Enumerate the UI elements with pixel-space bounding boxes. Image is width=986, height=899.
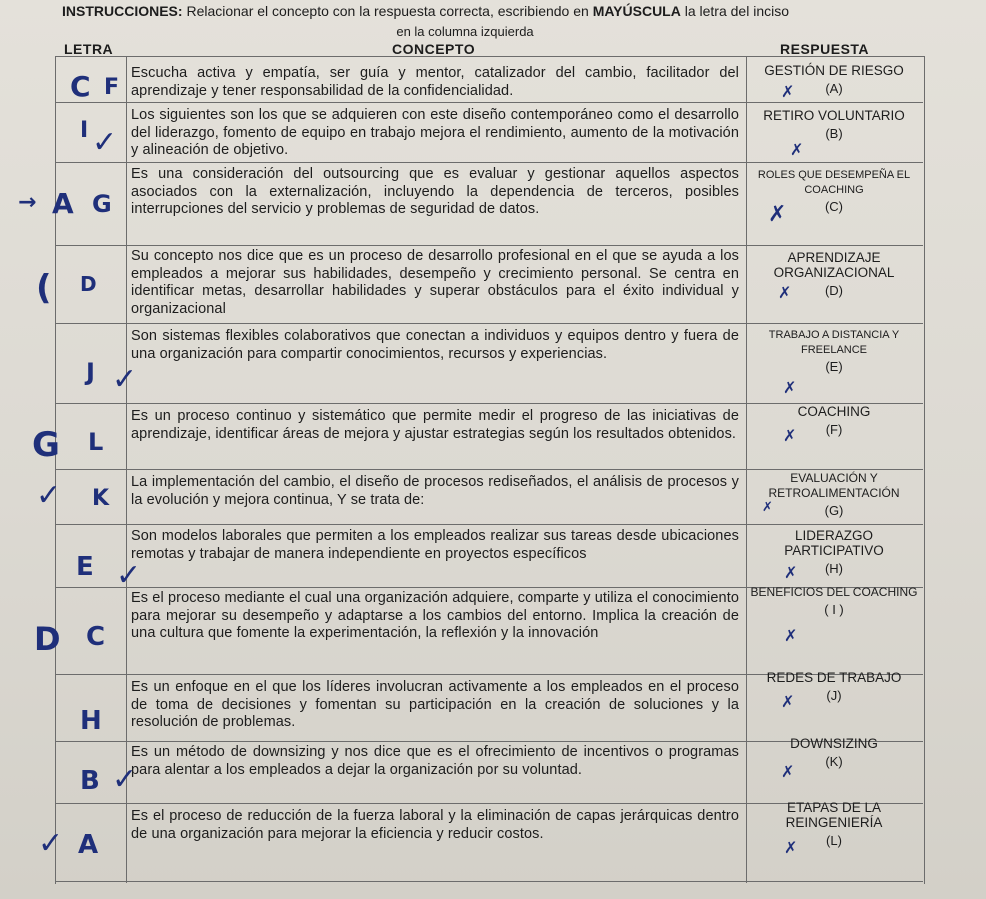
cross-mark-icon: ✗ — [781, 762, 795, 781]
handwritten-answer[interactable]: I — [80, 118, 89, 143]
cross-mark-icon: ✗ — [783, 378, 797, 397]
handwritten-answer[interactable]: E — [76, 552, 94, 582]
response-label: COACHING — [797, 404, 871, 419]
response-letter: (C) — [824, 199, 844, 214]
response-option — [748, 326, 920, 374]
response-letter: (D) — [824, 283, 844, 298]
concept-text: Su concepto nos dice que es un proceso de desarrollo profesional en el que se ayuda a los empleados a mejorar sus habilidades, desempeño y crecimiento personal. Se centra en identificar metas, desarrollar habilidades y superar obstáculos para el éxito individual y organizacional — [131, 248, 739, 317]
cross-mark-icon: ✗ — [781, 82, 795, 101]
response-option — [748, 736, 920, 769]
handwritten-answer[interactable]: F — [104, 75, 120, 100]
response-letter: (G) — [824, 503, 844, 518]
handwritten-answer[interactable]: C — [86, 622, 106, 652]
instructions-label: INSTRUCCIONES: — [62, 3, 183, 19]
handwritten-mark: G — [32, 425, 60, 465]
response-letter: ( I ) — [824, 602, 844, 617]
response-label: GESTIÓN DE RIESGO — [764, 63, 904, 78]
checkmark-icon: ✓ — [112, 362, 138, 397]
cross-mark-icon: ✗ — [784, 563, 798, 582]
cross-mark-icon: ✗ — [790, 140, 804, 159]
cross-mark-icon: ✗ — [778, 283, 792, 302]
response-letter: (H) — [824, 561, 844, 576]
arrow-icon: → — [18, 190, 37, 215]
cross-mark-icon: ✗ — [784, 626, 798, 645]
cross-mark-icon: ✗ — [781, 692, 795, 711]
concept-text: Escucha activa y empatía, ser guía y mentor, catalizador del cambio, facilitador del aprendizaje y tener responsabilidad de la confidencialidad. — [131, 65, 739, 99]
response-option — [748, 584, 920, 617]
response-label: ROLES QUE DESEMPEÑA EL COACHING — [757, 169, 911, 196]
handwritten-answer[interactable]: B — [80, 766, 100, 796]
response-label: APRENDIZAJE ORGANIZACIONAL — [773, 250, 895, 280]
response-option — [748, 404, 920, 437]
response-letter: (E) — [825, 359, 843, 374]
handwritten-mark: A — [52, 187, 74, 220]
header-letra: LETRA — [64, 41, 114, 57]
response-letter: (L) — [826, 833, 842, 848]
checkmark-icon: ✓ — [38, 826, 64, 861]
response-option — [748, 63, 920, 96]
handwritten-answer[interactable]: J — [86, 358, 95, 386]
response-letter: (B) — [825, 126, 843, 141]
response-label: EVALUACIÓN Y RETROALIMENTACIÓN — [768, 471, 900, 500]
response-letter: (F) — [825, 422, 843, 437]
concept-text: La implementación del cambio, el diseño de procesos rediseñados, el análisis de procesos y la evolución y mejora continua, Y se trata de: — [131, 474, 739, 508]
handwritten-answer[interactable]: H — [80, 706, 102, 736]
cross-mark-icon: ✗ — [762, 500, 773, 515]
checkmark-icon: ✓ — [112, 762, 138, 797]
concept-text: Son sistemas flexibles colaborativos que conectan a individuos y equipos dentro y fuera de una organización para compartir conocimientos, recursos y experiencias. — [131, 328, 739, 362]
handwritten-answer[interactable]: D — [80, 272, 97, 296]
handwritten-answer[interactable]: A — [78, 830, 99, 860]
response-option — [748, 670, 920, 703]
instructions-text: Relacionar el concepto con la respuesta correcta, escribiendo en — [182, 3, 593, 19]
concept-text: Es el proceso mediante el cual una organización adquiere, comparte y utiliza el conocimiento para mejorar su desempeño y adaptarse a los cambios del entorno. Implica la creación de una cultura que fomente la experimentación, la reflexión y la innovación — [131, 590, 739, 642]
bracket-mark-icon: ( — [36, 268, 52, 308]
response-label: ETAPAS DE LA REINGENIERÍA — [785, 800, 883, 830]
response-label: TRABAJO A DISTANCIA Y FREELANCE — [768, 329, 900, 356]
concept-text: Son modelos laborales que permiten a los empleados realizar sus tareas desde ubicaciones remotas y trabajar de manera independiente en proyectos específicos — [131, 528, 739, 562]
checkmark-icon: ✓ — [92, 125, 118, 160]
handwritten-answer[interactable]: K — [92, 486, 110, 511]
response-label: DOWNSIZING — [790, 736, 878, 751]
response-label: REDES DE TRABAJO — [766, 670, 902, 685]
response-option — [748, 800, 920, 848]
response-letter: (A) — [825, 81, 843, 96]
cross-mark-icon: ✗ — [784, 838, 798, 857]
instructions-end: la letra del inciso — [680, 3, 790, 19]
instructions-line-2: en la columna izquierda — [396, 24, 534, 39]
cross-mark-icon: ✗ — [768, 202, 787, 227]
concept-text: Es un enfoque en el que los líderes involucran activamente a los empleados en el proceso de toma de decisiones y fomentan su participación en la creación de soluciones y la resolución de problemas. — [131, 679, 739, 731]
checkmark-icon: ✓ — [36, 478, 62, 513]
response-letter: (J) — [826, 688, 842, 703]
header-respuesta: RESPUESTA — [780, 41, 870, 57]
response-option — [748, 250, 920, 298]
concept-text: Es un método de downsizing y nos dice que es el ofrecimiento de incentivos o programas para alentar a los empleados a dejar la organización por su voluntad. — [131, 744, 739, 778]
handwritten-mark: D — [34, 620, 61, 658]
response-option — [748, 108, 920, 141]
instructions-line — [62, 4, 962, 19]
concept-text: Es un proceso continuo y sistemático que permite medir el progreso de las iniciativas de aprendizaje, identificar áreas de mejora y ajustar estrategias según los resultados obtenidos. — [131, 408, 739, 442]
handwritten-answer[interactable]: L — [88, 428, 104, 456]
header-concepto: CONCEPTO — [392, 41, 476, 57]
response-label: LIDERAZGO PARTICIPATIVO — [784, 528, 884, 558]
handwritten-answer[interactable]: G — [92, 190, 112, 218]
response-letter: (K) — [825, 754, 843, 769]
concept-text: Los siguientes son los que se adquieren con este diseño contemporáneo como el desarrollo del liderazgo, fomento de equipo en trabajo mejora el rendimiento, aumento de la motivación y alineación de objetivo. — [131, 107, 739, 159]
response-option — [748, 470, 920, 518]
handwritten-mark: C — [70, 70, 91, 103]
response-option — [748, 528, 920, 576]
cross-mark-icon: ✗ — [783, 426, 797, 445]
concept-text: Es una consideración del outsourcing que es evaluar y gestionar aquellos aspectos asociados con la externalización, incluyendo la dependencia de terceros, posibles interrupciones del servicio y problemas de seguridad de datos. — [131, 166, 739, 218]
response-label: BENEFICIOS DEL COACHING — [750, 585, 918, 599]
concept-text: Es el proceso de reducción de la fuerza laboral y la eliminación de capas jerárquicas dentro de una organización para mejorar la eficiencia y reducir costos. — [131, 808, 739, 842]
response-label: RETIRO VOLUNTARIO — [763, 108, 905, 123]
checkmark-icon: ✓ — [116, 558, 142, 593]
instructions-emphasis: MAYÚSCULA — [592, 3, 681, 19]
